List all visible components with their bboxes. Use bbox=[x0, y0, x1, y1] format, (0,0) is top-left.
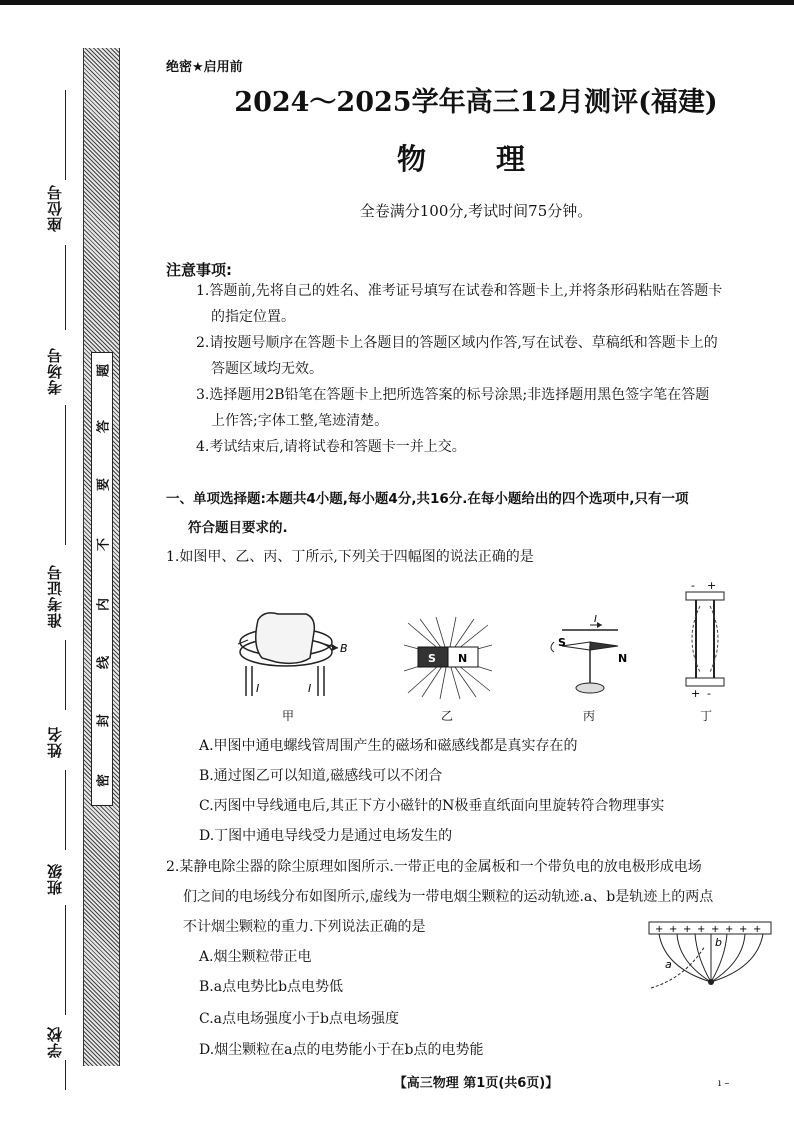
seal-char: 题 bbox=[96, 364, 112, 378]
notice-line: 的指定位置。 bbox=[211, 309, 295, 325]
seal-char: 密 bbox=[96, 774, 112, 788]
class-label: 班级 bbox=[46, 863, 64, 895]
confidential-mark: 绝密★启用前 bbox=[166, 60, 243, 75]
q1-option-b: B.通过图乙可以知道,磁感线可以不闭合 bbox=[199, 768, 443, 784]
section-heading-cont: 符合题目要求的. bbox=[188, 520, 288, 536]
figure-bing-compass bbox=[540, 612, 640, 702]
q1-option-c: C.丙图中导线通电后,其正下方小磁针的N极垂直纸面向里旋转符合物理事实 bbox=[199, 798, 665, 814]
seal-char: 答 bbox=[96, 420, 112, 434]
svg-text:+: + bbox=[739, 924, 748, 935]
corner-mark: ı – bbox=[718, 1078, 730, 1089]
figure-q2-precipitator bbox=[645, 918, 775, 993]
seal-char: 内 bbox=[96, 598, 112, 612]
figure-jia-solenoid bbox=[228, 600, 348, 700]
caption-ding: 丁 bbox=[699, 709, 712, 723]
svg-text:+: + bbox=[697, 924, 706, 935]
notice-line: 4.考试结束后,请将试卷和答题卡一并上交。 bbox=[196, 439, 466, 455]
svg-text:+: + bbox=[711, 924, 720, 935]
notice-line: 上作答;字体工整,笔迹清楚。 bbox=[211, 413, 389, 429]
label-S: S bbox=[428, 652, 436, 665]
section-heading: 一、单项选择题:本题共4小题,每小题4分,共16分.在每小题给出的四个选项中,只有一项 bbox=[166, 491, 689, 507]
label-I-right: I bbox=[308, 682, 312, 695]
seat-number-label: 座位号 bbox=[46, 184, 64, 232]
label-N-bing: N bbox=[618, 652, 628, 665]
svg-text:+: + bbox=[655, 924, 664, 935]
exam-title: 2024～2025学年高三12月测评(福建) bbox=[234, 87, 718, 118]
exam-room-label: 考场号 bbox=[46, 347, 64, 395]
label-a: a bbox=[665, 958, 672, 971]
svg-text:+: + bbox=[725, 924, 734, 935]
q1-stem: 1.如图甲、乙、丙、丁所示,下列关于四幅图的说法正确的是 bbox=[166, 549, 534, 565]
q2-option-d: D.烟尘颗粒在a点的电势能小于在b点的电势能 bbox=[199, 1042, 484, 1058]
figure-ding-wires bbox=[680, 578, 730, 698]
page-footer: 【高三物理 第1页(共6页)】 bbox=[393, 1076, 559, 1091]
name-label: 姓名 bbox=[46, 726, 64, 758]
notice-line: 3.选择题用2B铅笔在答题卡上把所选答案的标号涂黑;非选择题用黑色签字笔在答题 bbox=[196, 387, 710, 403]
q1-option-a: A.甲图中通电螺线管周围产生的磁场和磁感线都是真实存在的 bbox=[199, 738, 578, 754]
label-plus-bottom: + bbox=[691, 687, 701, 698]
q2-stem-1: 2.某静电除尘器的除尘原理如图所示.一带正电的金属板和一个带负电的放电极形成电场 bbox=[166, 859, 702, 875]
q2-stem-3: 不计烟尘颗粒的重力.下列说法正确的是 bbox=[183, 919, 426, 935]
q2-option-a: A.烟尘颗粒带正电 bbox=[199, 949, 312, 965]
school-label: 学校 bbox=[46, 1026, 64, 1058]
label-I-left: I bbox=[256, 682, 260, 695]
caption-yi: 乙 bbox=[440, 709, 453, 723]
notice-line: 2.请按题号顺序在答题卡上各题目的答题区域内作答,写在试卷、草稿纸和答题卡上的 bbox=[196, 335, 718, 351]
seal-char: 封 bbox=[96, 714, 112, 728]
caption-jia: 甲 bbox=[281, 709, 294, 723]
seal-char: 要 bbox=[96, 478, 112, 492]
seal-line-box bbox=[91, 352, 113, 806]
label-N: N bbox=[458, 652, 468, 665]
score-info: 全卷满分100分,考试时间75分钟。 bbox=[359, 202, 593, 220]
label-b: b bbox=[715, 936, 722, 949]
caption-bing: 丙 bbox=[582, 709, 595, 723]
label-B: B bbox=[340, 642, 348, 655]
label-minus-bottom: - bbox=[707, 687, 711, 698]
admission-number-label: 准考证号 bbox=[46, 564, 64, 628]
label-S-bing: S bbox=[558, 636, 566, 649]
notice-line: 1.答题前,先将自己的姓名、准考证号填写在试卷和答题卡上,并将条形码粘贴在答题卡 bbox=[196, 283, 723, 299]
notice-line: 答题区域均无效。 bbox=[211, 361, 323, 377]
q2-option-b: B.a点电势比b点电势低 bbox=[199, 979, 344, 995]
top-border bbox=[0, 0, 794, 5]
q1-option-d: D.丁图中通电导线受力是通过电场发生的 bbox=[199, 828, 453, 844]
label-I-bing: I bbox=[594, 614, 597, 625]
notice-heading: 注意事项: bbox=[166, 261, 232, 279]
label-plus-top: + bbox=[707, 579, 717, 592]
seal-char: 线 bbox=[96, 656, 112, 670]
seal-char: 不 bbox=[96, 538, 112, 552]
figure-yi-bar-magnet bbox=[400, 615, 495, 700]
svg-text:+: + bbox=[753, 924, 762, 935]
label-minus-top: - bbox=[691, 579, 695, 592]
svg-text:+: + bbox=[669, 924, 678, 935]
svg-text:+: + bbox=[683, 924, 692, 935]
subject-title: 物 理 bbox=[396, 142, 556, 176]
q2-option-c: C.a点电场强度小于b点电场强度 bbox=[199, 1011, 399, 1027]
q2-stem-2: 们之间的电场线分布如图所示,虚线为一带电烟尘颗粒的运动轨迹.a、b是轨迹上的两点 bbox=[183, 889, 714, 905]
